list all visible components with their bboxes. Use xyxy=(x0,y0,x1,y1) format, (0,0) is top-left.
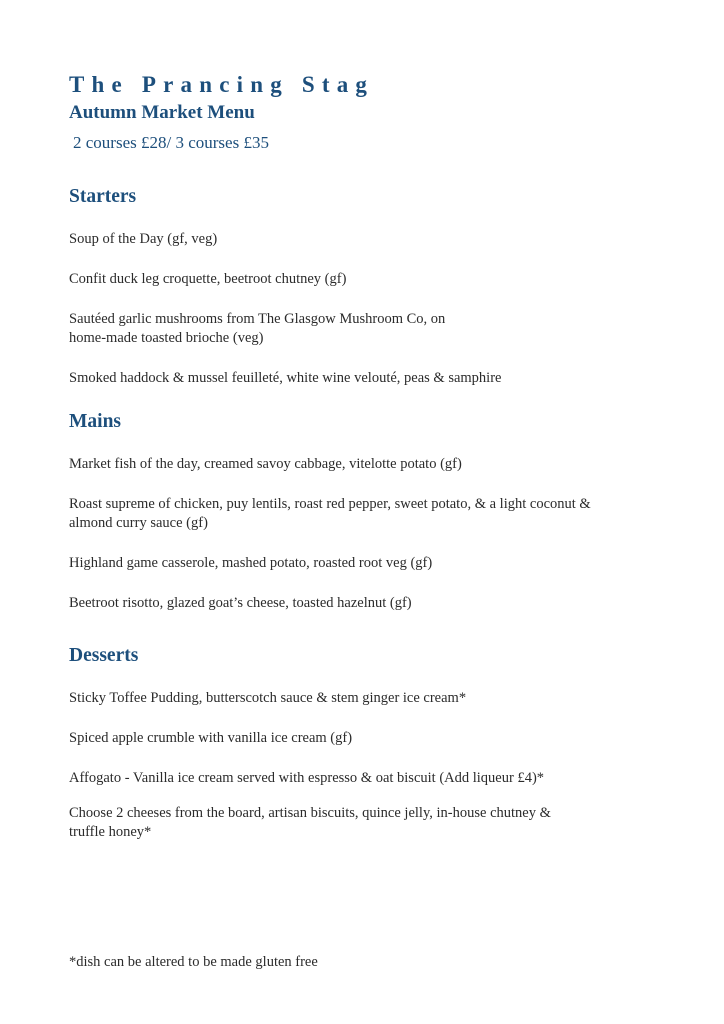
menu-item: Sticky Toffee Pudding, butterscotch sauce & stem ginger ice cream* xyxy=(69,690,467,706)
menu-item: Affogato - Vanilla ice cream served with espresso & oat biscuit (Add liqueur £4)* xyxy=(69,770,545,786)
menu-title: Autumn Market Menu xyxy=(69,102,255,123)
menu-item: Sautéed garlic mushrooms from The Glasgow Mushroom Co, on xyxy=(69,311,446,327)
menu-item: Roast supreme of chicken, puy lentils, roast red pepper, sweet potato, & a light coconut & xyxy=(69,496,591,512)
menu-item: Spiced apple crumble with vanilla ice cream (gf) xyxy=(69,730,353,746)
menu-item: Smoked haddock & mussel feuilleté, white wine velouté, peas & samphire xyxy=(69,370,502,386)
course-pricing: 2 courses £28/ 3 courses £35 xyxy=(73,133,269,152)
menu-item-continued: truffle honey* xyxy=(69,824,152,840)
menu-item: Confit duck leg croquette, beetroot chutney (gf) xyxy=(69,271,347,287)
restaurant-name: The Prancing Stag xyxy=(69,72,375,97)
gluten-free-footnote: *dish can be altered to be made gluten free xyxy=(69,954,318,970)
menu-item-continued: home-made toasted brioche (veg) xyxy=(69,330,264,346)
menu-item: Highland game casserole, mashed potato, roasted root veg (gf) xyxy=(69,555,433,571)
menu-item: Market fish of the day, creamed savoy cabbage, vitelotte potato (gf) xyxy=(69,456,462,472)
menu-item-continued: almond curry sauce (gf) xyxy=(69,515,208,531)
section-heading-mains: Mains xyxy=(69,411,122,432)
section-heading-desserts: Desserts xyxy=(69,645,139,666)
section-heading-starters: Starters xyxy=(69,186,137,207)
menu-item: Choose 2 cheeses from the board, artisan biscuits, quince jelly, in-house chutney & xyxy=(69,805,551,821)
menu-item: Soup of the Day (gf, veg) xyxy=(69,231,218,247)
menu-item: Beetroot risotto, glazed goat’s cheese, toasted hazelnut (gf) xyxy=(69,595,412,611)
